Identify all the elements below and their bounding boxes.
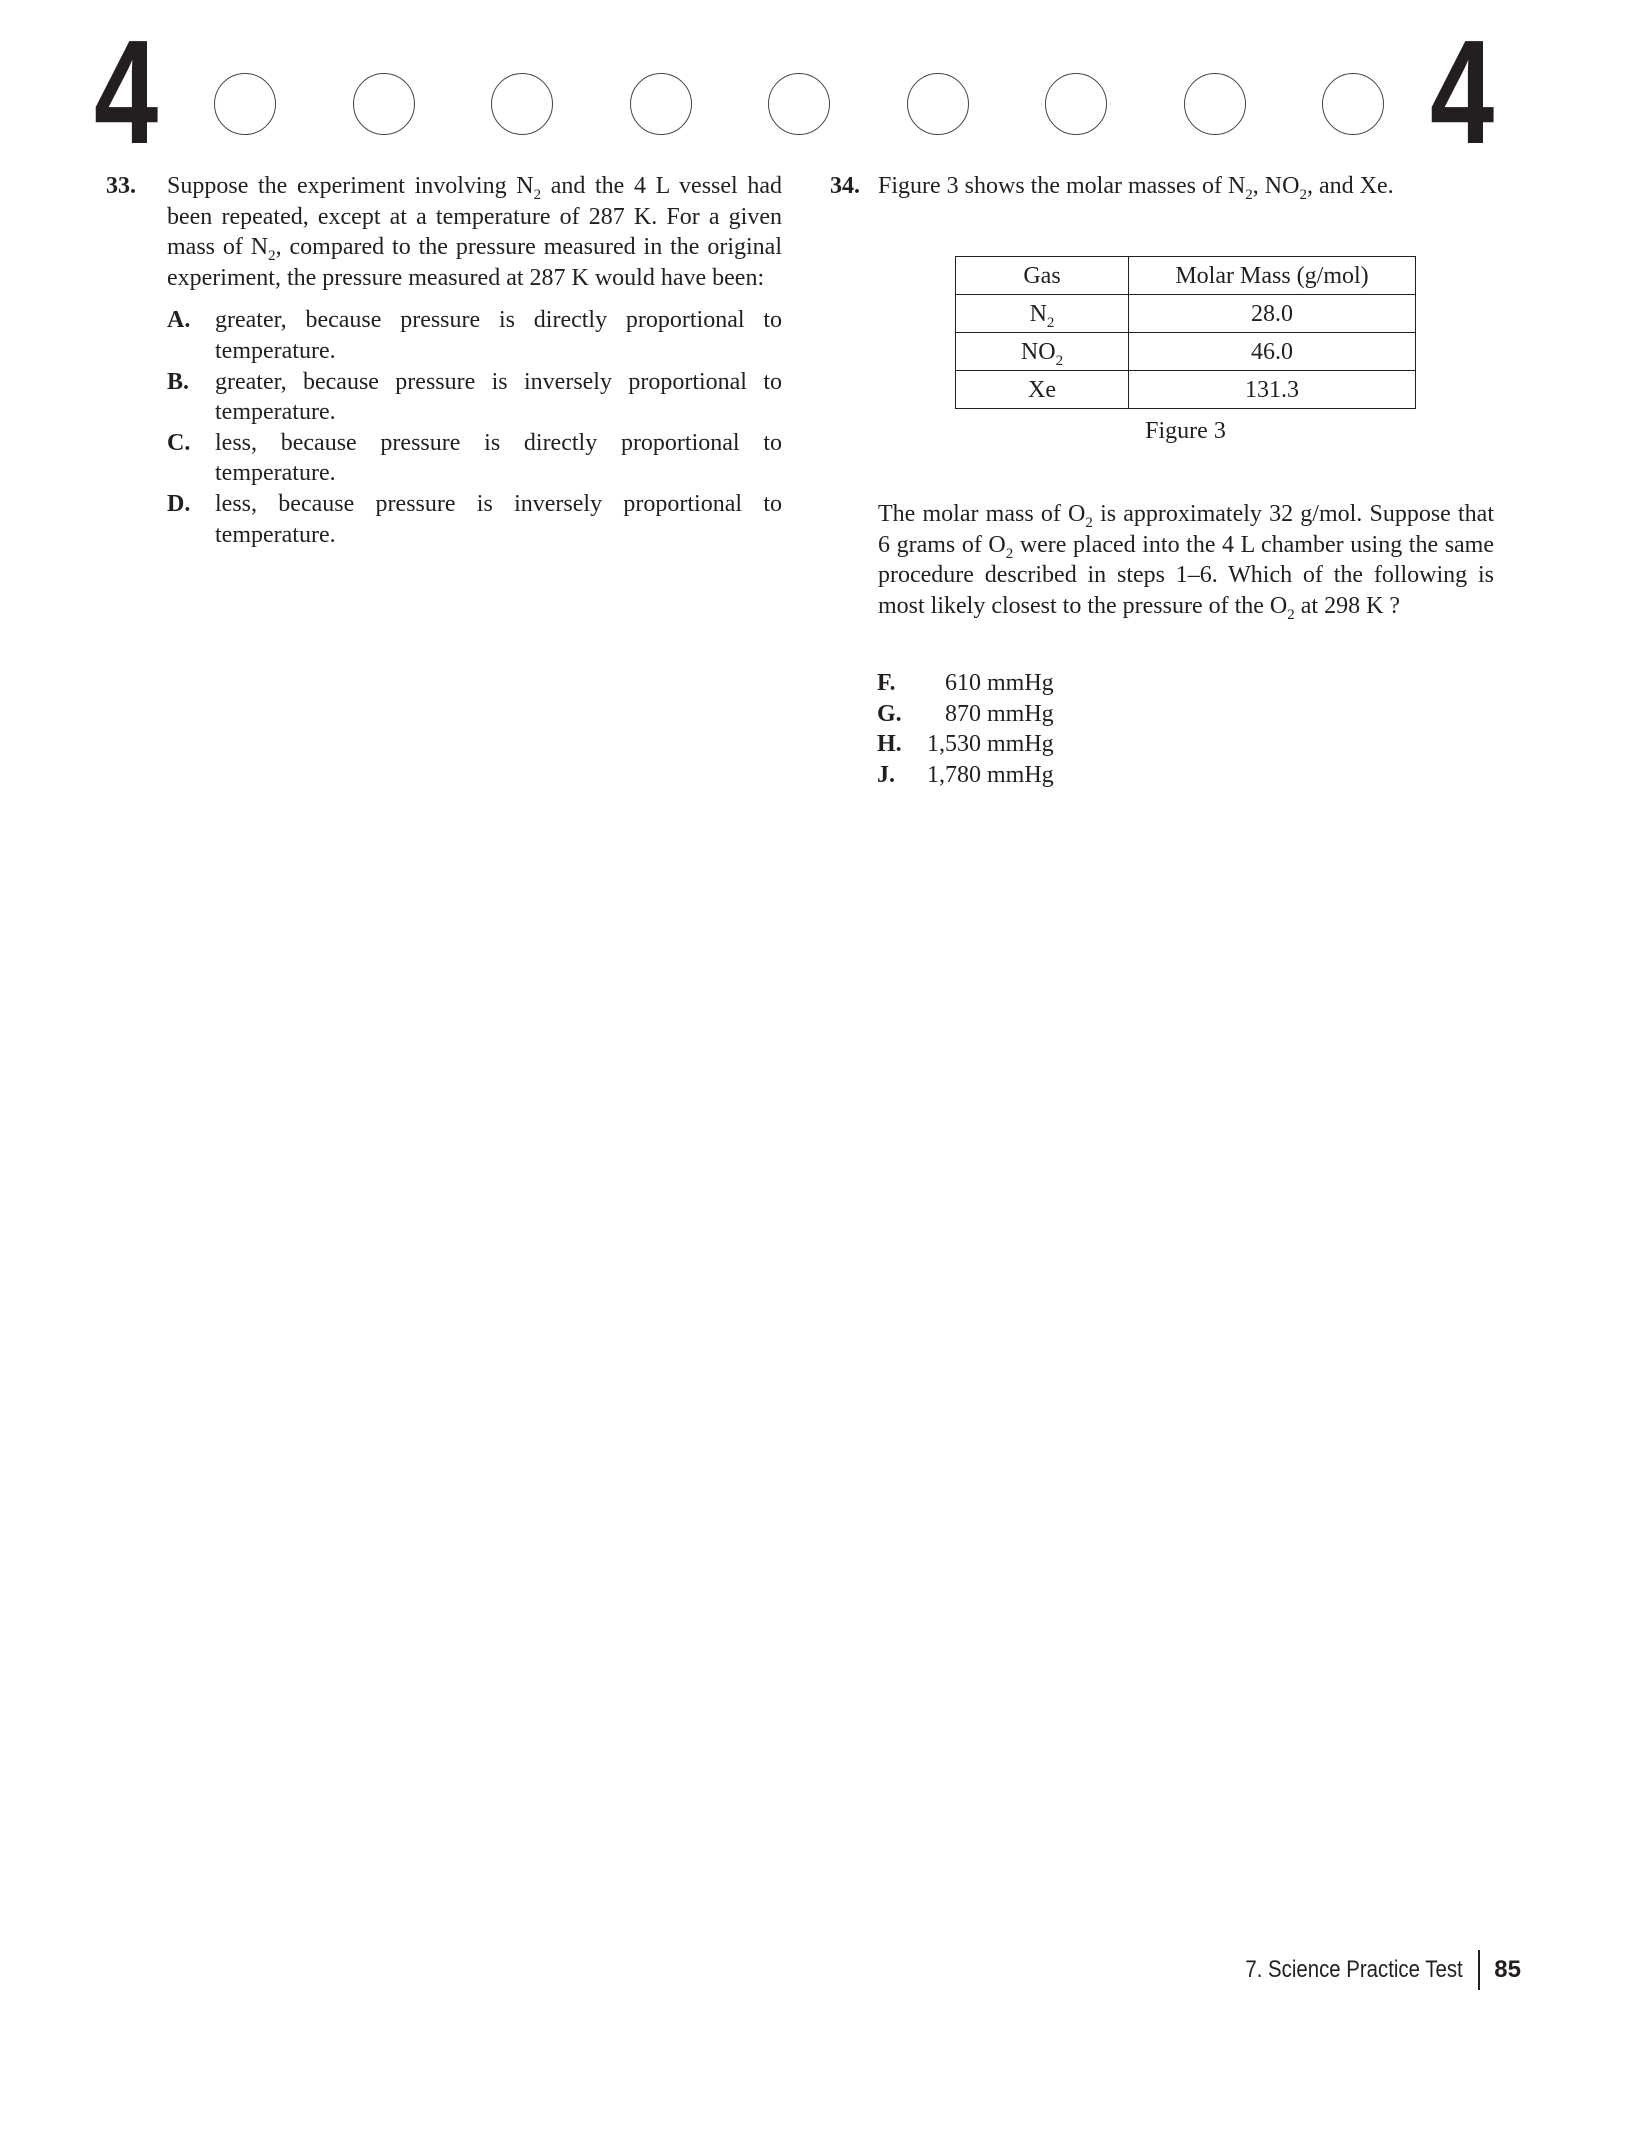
header-circle [353,73,415,135]
section-number-left: 4 [94,10,159,175]
header-circle [1322,73,1384,135]
molar-mass-table [955,256,1416,409]
question-34-intro [830,171,1500,202]
table-row: $NO_2$ 46.0 [956,333,1416,371]
question-number: 34. [830,173,860,199]
column-header: Gas [956,257,1129,295]
option-f[interactable]: F. 610 mmHg [877,670,1054,696]
question-33 [106,171,782,550]
question-text: Suppose the experiment involving $N_2$ and the 4 L vessel had been repeated, except at a temperature of 287 K. For a given mass of $N_2$, compared to the pressure measured in the original experiment, the pressure measured at 287 K would have been: [167,173,783,291]
header-circle [630,73,692,135]
question-intro: Figure 3 shows the molar masses of $N_2$, $NO_2$, and Xe. [878,173,1394,203]
figure-caption: Figure 3 [1145,418,1226,444]
column-header: Molar Mass (g/mol) [1129,257,1416,295]
option-a[interactable]: A. greater, because pressure is directly proportional to temperature. [167,307,782,364]
header-circle [214,73,276,135]
footer-divider [1478,1950,1480,1990]
table-header-row [956,257,1416,295]
section-number-right: 4 [1430,10,1495,175]
header-circle [491,73,553,135]
question-number: 33. [106,173,136,199]
option-j[interactable]: J. 1,780 mmHg [877,761,1054,788]
answer-options [167,305,782,550]
table-row: $N_2$ 28.0 [956,295,1416,333]
option-g[interactable]: G. 870 mmHg [877,700,1054,727]
answer-options-34 [877,668,1054,790]
page-footer [1207,1950,1521,1990]
option-c[interactable]: C. less, because pressure is directly proportional to temperature. [167,429,782,487]
table-row: Xe 131.3 [956,371,1416,409]
section-title: 7. Science Practice Test [1244,1956,1463,1983]
option-d[interactable]: D. less, because pressure is inversely proportional to temperature. [167,490,782,548]
page-number: 85 [1494,1956,1521,1983]
option-b[interactable]: B. greater, because pressure is inversely proportional to temperature. [167,368,782,426]
header-circle [768,73,830,135]
header-circle [1045,73,1107,135]
option-h[interactable]: H. 1,530 mmHg [877,731,1054,758]
header-circle [907,73,969,135]
question-34-text: The molar mass of $O_2$ is approximately 32 g/mol. Suppose that 6 grams of $O_2$ were placed into the 4 L chamber using the same procedure described in steps 1–6. Which of the following is most likely closest to the pressure of the $O_2$ at 298 K ? [878,501,1495,623]
header-circle [1184,73,1246,135]
